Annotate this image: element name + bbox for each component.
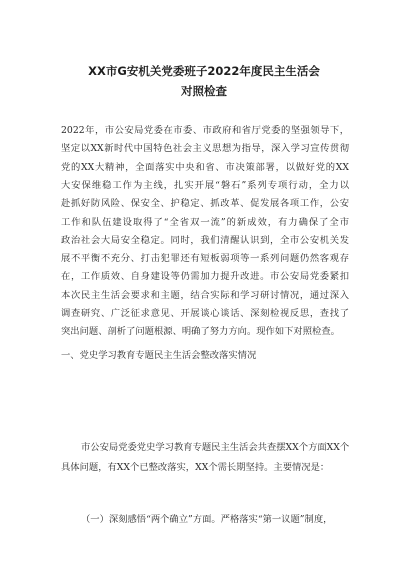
paragraph-line: 市公安局党委党史学习教育专题民主生活会共查摆XX个方面XX个 bbox=[81, 442, 349, 453]
section-heading: 一、党史学习教育专题民主生活会整改落实情况 bbox=[61, 350, 257, 361]
paragraph-line: 本次民主生活会要求和主题，结合实际和学习研讨情况，通过深入 bbox=[61, 289, 349, 301]
paragraph-line: 政治社会大局安全稳定。同时，我们清醒认识到，全市公安机关发 bbox=[61, 234, 349, 246]
paragraph-line: 在，工作质效、自身建设等仍需加力提升改进。市公安局党委紧扣 bbox=[61, 271, 349, 283]
document-title: XX市G安机关党委班子2022年度民主生活会 bbox=[88, 64, 320, 78]
paragraph-line: 赴抓好防风险、保安全、护稳定、抓改革、促发展各项工作，公安 bbox=[61, 198, 349, 210]
paragraph-line: 工作和队伍建设取得了“全省双一流”的新成效，有力确保了全市 bbox=[61, 216, 349, 228]
paragraph-line: 具体问题，有XX个已整改落实，XX个需长期坚持。主要情况是： bbox=[61, 462, 330, 473]
paragraph-line: 2022年，市公安局党委在市委、市政府和省厅党委的坚强领导下， bbox=[61, 125, 349, 136]
subsection-heading: （一）深刻感悟“两个确立”方面。严格落实“第一议题”制度， bbox=[81, 514, 333, 525]
paragraph-line: 调查研究、广泛征求意见、开展谈心谈话、深刻检视反思，查找了 bbox=[61, 308, 349, 319]
paragraph-line: 大安保维稳工作为主线，扎实开展“磐石”系列专项行动，全力以 bbox=[61, 179, 349, 191]
paragraph-line: 突出问题、剖析了问题根源、明确了努力方向。现作如下对照检查。 bbox=[61, 326, 340, 338]
document-subtitle: 对照检查 bbox=[181, 84, 227, 98]
paragraph-line: 展不平衡不充分、打击犯罪还有短板弱项等一系列问题仍然客观存 bbox=[61, 253, 349, 265]
paragraph-line: 坚定以XX新时代中国特色社会主义思想为指导，深入学习宣传贯彻 bbox=[61, 143, 349, 155]
paragraph-line: 党的XX大精神，全面落实中央和省、市决策部署，以做好党的XX bbox=[61, 161, 349, 173]
